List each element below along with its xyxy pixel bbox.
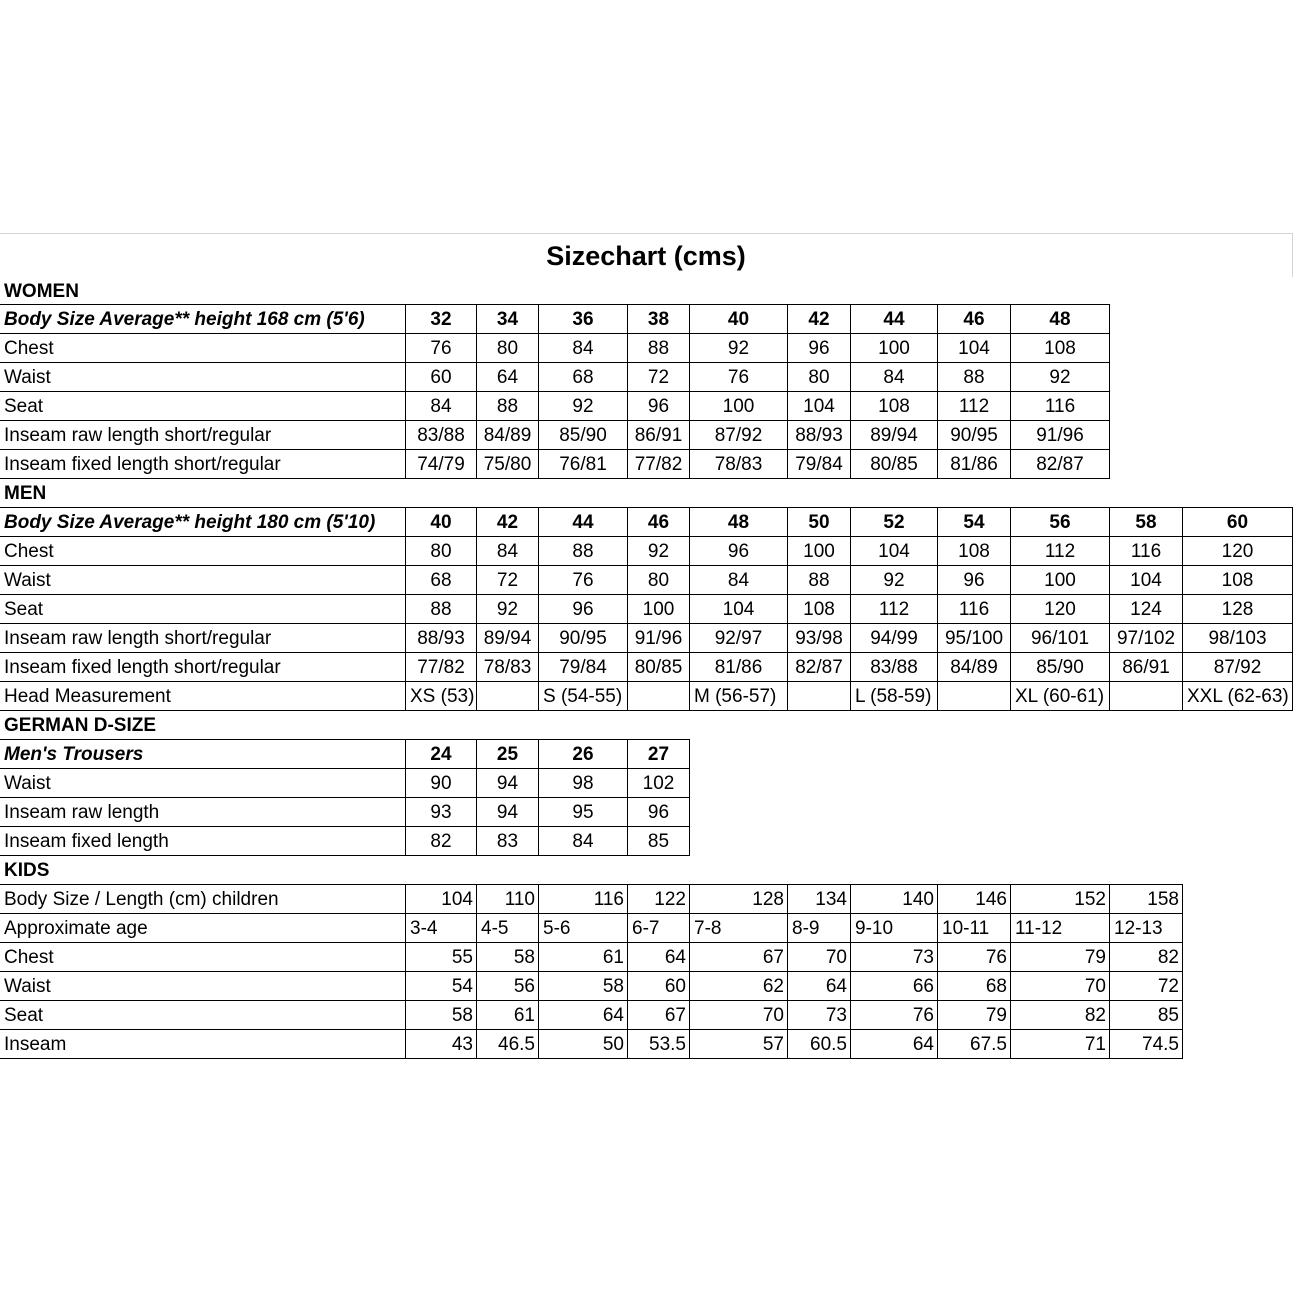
women-table-cell: 87/92 xyxy=(689,420,788,450)
women-header-cell: 42 xyxy=(787,304,851,334)
kids-table-cell: 67 xyxy=(689,942,788,972)
men-table-cell: 100 xyxy=(1010,565,1110,595)
men-table-cell: 92 xyxy=(850,565,938,595)
women-table-cell: 68 xyxy=(538,362,628,392)
men-header-cell: 40 xyxy=(405,507,477,537)
kids-table-cell: 71 xyxy=(1010,1029,1110,1059)
kids-table-cell: Inseam xyxy=(0,1029,406,1059)
men-table-cell: 88 xyxy=(405,594,477,624)
men-table-cell: 68 xyxy=(405,565,477,595)
kids-table-cell: 64 xyxy=(627,942,690,972)
men-table-cell: Inseam fixed length short/regular xyxy=(0,652,406,682)
kids-table-cell: 70 xyxy=(787,942,851,972)
women-table-cell: 112 xyxy=(937,391,1011,421)
men-table-cell: 96 xyxy=(937,565,1011,595)
kids-table-cell: 64 xyxy=(538,1000,628,1030)
women-header-cell: 36 xyxy=(538,304,628,334)
men-section-label: MEN xyxy=(4,483,47,504)
kids-table-cell: 3-4 xyxy=(405,913,477,943)
women-table-cell: 79/84 xyxy=(787,449,851,479)
men-table-cell: XXL (62-63) xyxy=(1182,681,1293,711)
kids-table-cell: 74.5 xyxy=(1109,1029,1183,1059)
men-table-cell: 88 xyxy=(538,536,628,566)
women-table-cell: 84 xyxy=(405,391,477,421)
men-table-cell xyxy=(937,681,1011,711)
kids-table-cell: 6-7 xyxy=(627,913,690,943)
kids-table-cell: 9-10 xyxy=(850,913,938,943)
kids-table-cell: 4-5 xyxy=(476,913,539,943)
women-table-cell: 86/91 xyxy=(627,420,690,450)
german-table-cell: 85 xyxy=(627,826,690,856)
women-table-cell: 108 xyxy=(1010,333,1110,363)
women-table-cell: 77/82 xyxy=(627,449,690,479)
women-table-cell: 80/85 xyxy=(850,449,938,479)
kids-header-cell: 104 xyxy=(405,884,477,914)
kids-table-cell: Seat xyxy=(0,1000,406,1030)
men-table-cell: 112 xyxy=(850,594,938,624)
men-table-cell xyxy=(1109,681,1183,711)
kids-table-cell: 82 xyxy=(1010,1000,1110,1030)
men-header-cell: 44 xyxy=(538,507,628,537)
men-table-cell: 96/101 xyxy=(1010,623,1110,653)
women-table-cell: 90/95 xyxy=(937,420,1011,450)
german-header-cell: 26 xyxy=(538,739,628,769)
women-table-cell: 64 xyxy=(476,362,539,392)
german-table-cell: 98 xyxy=(538,768,628,798)
kids-table-cell: 53.5 xyxy=(627,1029,690,1059)
men-table-cell: 81/86 xyxy=(689,652,788,682)
kids-table-cell: Waist xyxy=(0,971,406,1001)
women-table-cell: 60 xyxy=(405,362,477,392)
men-table-cell: 82/87 xyxy=(787,652,851,682)
women-table-cell: 88 xyxy=(476,391,539,421)
men-table-cell: 93/98 xyxy=(787,623,851,653)
kids-table-cell: 64 xyxy=(850,1029,938,1059)
men-table-cell: L (58-59) xyxy=(850,681,938,711)
men-table-cell: 84/89 xyxy=(937,652,1011,682)
women-table-cell: 84 xyxy=(538,333,628,363)
women-header-cell: 38 xyxy=(627,304,690,334)
women-table-cell: 116 xyxy=(1010,391,1110,421)
kids-table-cell: 43 xyxy=(405,1029,477,1059)
kids-table-cell: 58 xyxy=(538,971,628,1001)
kids-table-cell: 55 xyxy=(405,942,477,972)
women-header-cell: Body Size Average** height 168 cm (5'6) xyxy=(0,304,406,334)
kids-table-cell: 11-12 xyxy=(1010,913,1110,943)
women-table-cell: Inseam raw length short/regular xyxy=(0,420,406,450)
kids-header-cell: 116 xyxy=(538,884,628,914)
kids-table-cell: 73 xyxy=(850,942,938,972)
men-header-cell: 52 xyxy=(850,507,938,537)
men-table-cell: 84 xyxy=(689,565,788,595)
kids-table-cell: 62 xyxy=(689,971,788,1001)
kids-header-cell: 152 xyxy=(1010,884,1110,914)
women-table-cell: Seat xyxy=(0,391,406,421)
men-table-cell: Chest xyxy=(0,536,406,566)
men-table-cell: 104 xyxy=(1109,565,1183,595)
men-header-cell: 50 xyxy=(787,507,851,537)
women-table-cell: 96 xyxy=(627,391,690,421)
men-table-cell: 80 xyxy=(627,565,690,595)
men-table-cell: 116 xyxy=(1109,536,1183,566)
men-table-cell: XL (60-61) xyxy=(1010,681,1110,711)
men-table-cell: Inseam raw length short/regular xyxy=(0,623,406,653)
men-table-cell: 80 xyxy=(405,536,477,566)
german-table-cell: 83 xyxy=(476,826,539,856)
kids-header-cell: 134 xyxy=(787,884,851,914)
women-table-cell: 92 xyxy=(689,333,788,363)
women-table-cell: 88/93 xyxy=(787,420,851,450)
kids-table-cell: 76 xyxy=(850,1000,938,1030)
men-table-cell: 96 xyxy=(538,594,628,624)
german-table-cell: 90 xyxy=(405,768,477,798)
kids-table-cell: 73 xyxy=(787,1000,851,1030)
men-table-cell: 94/99 xyxy=(850,623,938,653)
women-table-cell: 81/86 xyxy=(937,449,1011,479)
men-table-cell: 88 xyxy=(787,565,851,595)
kids-table-cell: 56 xyxy=(476,971,539,1001)
women-table-cell: 104 xyxy=(937,333,1011,363)
women-table-cell: 83/88 xyxy=(405,420,477,450)
women-table-cell: 91/96 xyxy=(1010,420,1110,450)
women-table-cell: 75/80 xyxy=(476,449,539,479)
men-table-cell: 92 xyxy=(476,594,539,624)
men-table-cell: 89/94 xyxy=(476,623,539,653)
kids-table-cell: 7-8 xyxy=(689,913,788,943)
men-table-cell: 84 xyxy=(476,536,539,566)
men-header-cell: 48 xyxy=(689,507,788,537)
men-table-cell: 104 xyxy=(689,594,788,624)
kids-table-cell: 5-6 xyxy=(538,913,628,943)
men-table-cell: 87/92 xyxy=(1182,652,1293,682)
women-table-cell: 80 xyxy=(787,362,851,392)
german-table-cell: 93 xyxy=(405,797,477,827)
women-table-cell: 72 xyxy=(627,362,690,392)
kids-table-cell: 57 xyxy=(689,1029,788,1059)
men-table-cell: 91/96 xyxy=(627,623,690,653)
women-header-cell: 46 xyxy=(937,304,1011,334)
men-table-cell: 108 xyxy=(937,536,1011,566)
men-table-cell: 72 xyxy=(476,565,539,595)
german-section-label: GERMAN D-SIZE xyxy=(4,715,156,736)
kids-header-cell: 128 xyxy=(689,884,788,914)
men-header-cell: Body Size Average** height 180 cm (5'10) xyxy=(0,507,406,537)
men-table-cell: 76 xyxy=(538,565,628,595)
men-table-cell xyxy=(787,681,851,711)
men-table-cell: S (54-55) xyxy=(538,681,628,711)
german-table-cell: 94 xyxy=(476,797,539,827)
women-table-cell: 84 xyxy=(850,362,938,392)
women-table-cell: 100 xyxy=(689,391,788,421)
men-table-cell: 104 xyxy=(850,536,938,566)
german-table-cell: 94 xyxy=(476,768,539,798)
men-table-cell: 116 xyxy=(937,594,1011,624)
women-header-cell: 40 xyxy=(689,304,788,334)
kids-table-cell: 79 xyxy=(937,1000,1011,1030)
men-header-cell: 46 xyxy=(627,507,690,537)
men-table-cell: 98/103 xyxy=(1182,623,1293,653)
men-table-cell: 108 xyxy=(787,594,851,624)
kids-table-cell: 64 xyxy=(787,971,851,1001)
german-table-cell: Inseam fixed length xyxy=(0,826,406,856)
men-table-cell: 120 xyxy=(1182,536,1293,566)
men-table-cell: 112 xyxy=(1010,536,1110,566)
women-table-cell: Inseam fixed length short/regular xyxy=(0,449,406,479)
women-table-cell: 76 xyxy=(405,333,477,363)
kids-table-cell: 82 xyxy=(1109,942,1183,972)
men-table-cell: 86/91 xyxy=(1109,652,1183,682)
kids-section-label: KIDS xyxy=(4,860,50,881)
kids-table-cell: 12-13 xyxy=(1109,913,1183,943)
kids-table-cell: 60.5 xyxy=(787,1029,851,1059)
men-table-cell: 97/102 xyxy=(1109,623,1183,653)
men-table-cell xyxy=(476,681,539,711)
kids-table-cell: 58 xyxy=(405,1000,477,1030)
men-header-cell: 58 xyxy=(1109,507,1183,537)
women-header-cell: 44 xyxy=(850,304,938,334)
women-table-cell: 92 xyxy=(538,391,628,421)
men-header-cell: 42 xyxy=(476,507,539,537)
german-header-cell: 27 xyxy=(627,739,690,769)
men-header-cell: 56 xyxy=(1010,507,1110,537)
german-table-cell: 84 xyxy=(538,826,628,856)
men-table-cell: XS (53) xyxy=(405,681,477,711)
women-table-cell: 100 xyxy=(850,333,938,363)
kids-table-cell: 76 xyxy=(937,942,1011,972)
kids-table-cell: 85 xyxy=(1109,1000,1183,1030)
men-table-cell: 78/83 xyxy=(476,652,539,682)
kids-table-cell: 79 xyxy=(1010,942,1110,972)
men-table-cell: 90/95 xyxy=(538,623,628,653)
women-table-cell: 76/81 xyxy=(538,449,628,479)
men-table-cell: 88/93 xyxy=(405,623,477,653)
women-table-cell: 96 xyxy=(787,333,851,363)
men-table-cell: 100 xyxy=(627,594,690,624)
men-table-cell: 80/85 xyxy=(627,652,690,682)
german-header-cell: Men's Trousers xyxy=(0,739,406,769)
kids-table-cell: 61 xyxy=(476,1000,539,1030)
men-table-cell: 95/100 xyxy=(937,623,1011,653)
men-header-cell: 60 xyxy=(1182,507,1293,537)
men-table-cell: 92/97 xyxy=(689,623,788,653)
women-table-cell: 84/89 xyxy=(476,420,539,450)
women-table-cell: 85/90 xyxy=(538,420,628,450)
men-table-cell: Waist xyxy=(0,565,406,595)
kids-header-cell: 110 xyxy=(476,884,539,914)
german-table-cell: 82 xyxy=(405,826,477,856)
kids-table-cell: 66 xyxy=(850,971,938,1001)
kids-table-cell: 67.5 xyxy=(937,1029,1011,1059)
kids-table-cell: 68 xyxy=(937,971,1011,1001)
kids-table-cell: 70 xyxy=(1010,971,1110,1001)
german-table-cell: Waist xyxy=(0,768,406,798)
men-table-cell: Head Measurement xyxy=(0,681,406,711)
women-table-cell: 108 xyxy=(850,391,938,421)
men-table-cell: 79/84 xyxy=(538,652,628,682)
kids-table-cell: 8-9 xyxy=(787,913,851,943)
men-table-cell: 96 xyxy=(689,536,788,566)
kids-header-cell: 146 xyxy=(937,884,1011,914)
kids-table-cell: Chest xyxy=(0,942,406,972)
men-header-cell: 54 xyxy=(937,507,1011,537)
german-table-cell: Inseam raw length xyxy=(0,797,406,827)
men-table-cell: 108 xyxy=(1182,565,1293,595)
women-table-cell: 88 xyxy=(627,333,690,363)
women-table-cell: 89/94 xyxy=(850,420,938,450)
kids-header-cell: 158 xyxy=(1109,884,1183,914)
men-table-cell: 83/88 xyxy=(850,652,938,682)
women-table-cell: 104 xyxy=(787,391,851,421)
kids-header-cell: 122 xyxy=(627,884,690,914)
kids-table-cell: 10-11 xyxy=(937,913,1011,943)
women-table-cell: 78/83 xyxy=(689,449,788,479)
men-table-cell: 120 xyxy=(1010,594,1110,624)
women-table-cell: 92 xyxy=(1010,362,1110,392)
kids-table-cell: 58 xyxy=(476,942,539,972)
german-table-cell: 96 xyxy=(627,797,690,827)
women-header-cell: 32 xyxy=(405,304,477,334)
kids-table-cell: 72 xyxy=(1109,971,1183,1001)
kids-table-cell: 54 xyxy=(405,971,477,1001)
kids-table-cell: 46.5 xyxy=(476,1029,539,1059)
page-title: Sizechart (cms) xyxy=(0,233,1293,277)
kids-table-cell: 61 xyxy=(538,942,628,972)
women-table-cell: 74/79 xyxy=(405,449,477,479)
kids-header-cell: 140 xyxy=(850,884,938,914)
women-table-cell: 80 xyxy=(476,333,539,363)
men-table-cell: 77/82 xyxy=(405,652,477,682)
women-header-cell: 34 xyxy=(476,304,539,334)
men-table-cell: 100 xyxy=(787,536,851,566)
women-table-cell: 88 xyxy=(937,362,1011,392)
german-table-cell: 95 xyxy=(538,797,628,827)
men-table-cell: M (56-57) xyxy=(689,681,788,711)
men-table-cell: 124 xyxy=(1109,594,1183,624)
german-table-cell: 102 xyxy=(627,768,690,798)
kids-table-cell: Approximate age xyxy=(0,913,406,943)
women-section-label: WOMEN xyxy=(4,281,79,302)
kids-table-cell: 67 xyxy=(627,1000,690,1030)
women-table-cell: 76 xyxy=(689,362,788,392)
men-table-cell: Seat xyxy=(0,594,406,624)
german-header-cell: 24 xyxy=(405,739,477,769)
men-table-cell xyxy=(627,681,690,711)
women-table-cell: Waist xyxy=(0,362,406,392)
women-table-cell: Chest xyxy=(0,333,406,363)
men-table-cell: 85/90 xyxy=(1010,652,1110,682)
kids-table-cell: 60 xyxy=(627,971,690,1001)
kids-header-cell: Body Size / Length (cm) children xyxy=(0,884,406,914)
women-header-cell: 48 xyxy=(1010,304,1110,334)
kids-table-cell: 50 xyxy=(538,1029,628,1059)
men-table-cell: 128 xyxy=(1182,594,1293,624)
men-table-cell: 92 xyxy=(627,536,690,566)
kids-table-cell: 70 xyxy=(689,1000,788,1030)
women-table-cell: 82/87 xyxy=(1010,449,1110,479)
german-header-cell: 25 xyxy=(476,739,539,769)
